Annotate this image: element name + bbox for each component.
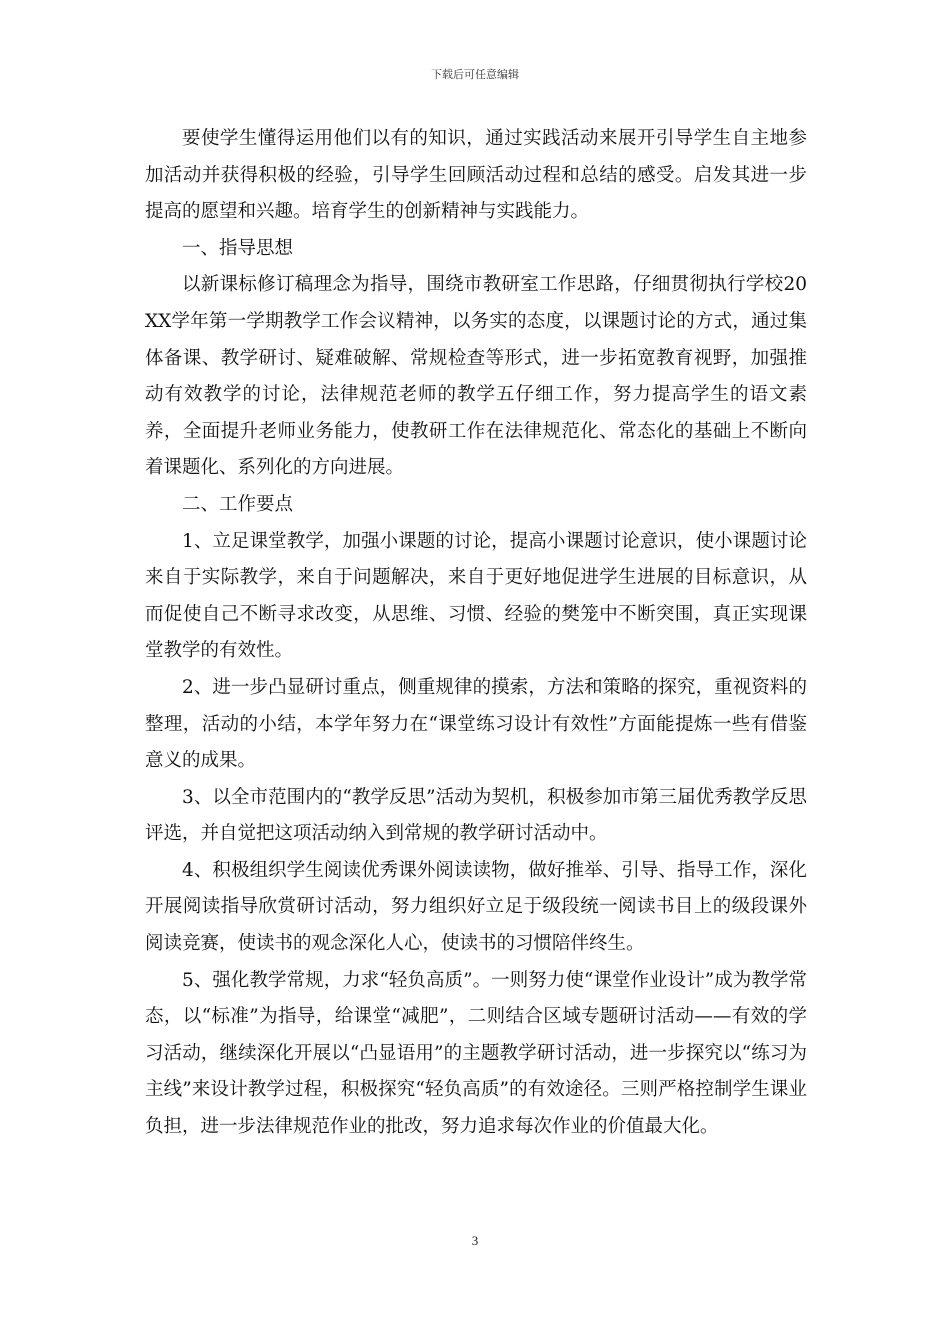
work-point-1: 1、立足课堂教学，加强小课题的讨论，提高小课题讨论意识，使小课题讨论来自于实际教学，来自于问题解决，来自于更好地促进学生进展的目标意识，从而促使自己不断寻求改变，从思维、习惯、经验的樊笼中不断突围，真正实现课堂教学的有效性。 — [145, 530, 807, 662]
section-heading-work-points: 二、工作要点 — [182, 493, 294, 515]
section-heading-guiding-ideology: 一、指导思想 — [182, 237, 294, 259]
work-point-5: 5、强化教学常规，力求“轻负高质”。一则努力使“课堂作业设计”成为教学常态，以“标准”为指导，给课堂“减肥”，二则结合区域专题研讨活动——有效的学习活动，继续深化开展以“凸显语用”的主题教学研讨活动，进一步探究以“练习为主线”来设计教学过程，积极探究“轻负高质”的有效途径。三则严格控制学生课业负担，进一步法律规范作业的批改，努力追求每次作业的价值最大化。 — [145, 969, 807, 1138]
page-number: 3 — [471, 1233, 479, 1248]
work-point-3: 3、以全市范围内的“教学反思”活动为契机，积极参加市第三届优秀教学反思评选，并自觉把这项活动纳入到常规的教学研讨活动中。 — [145, 786, 807, 845]
work-point-4: 4、积极组织学生阅读优秀课外阅读读物，做好推举、引导、指导工作，深化开展阅读指导欣赏研讨活动，努力组织好立足于级段统一阅读书目上的级段课外阅读竞赛，使读书的观念深化人心，使读书的习惯陪伴终生。 — [145, 859, 807, 955]
guiding-ideology-paragraph: 以新课标修订稿理念为指导，围绕市教研室工作思路，仔细贯彻执行学校20XX学年第一学期教学工作会议精神，以务实的态度，以课题讨论的方式，通过集体备课、教学研讨、疑难破解、常规检查等形式，进一步拓宽教育视野，加强推动有效教学的讨论，法律规范老师的教学五仔细工作，努力提高学生的语文素养，全面提升老师业务能力，使教研工作在法律规范化、常态化的基础上不断向着课题化、系列化的方向进展。 — [145, 274, 807, 479]
intro-paragraph: 要使学生懂得运用他们以有的知识，通过实践活动来展开引导学生自主地参加活动并获得积极的经验，引导学生回顾活动过程和总结的感受。启发其进一步提高的愿望和兴趣。培育学生的创新精神与实践能力。 — [145, 128, 807, 223]
document-body — [145, 121, 807, 1146]
work-point-2: 2、进一步凸显研讨重点，侧重规律的摸索，方法和策略的探究，重视资料的整理，活动的小结，本学年努力在“课堂练习设计有效性”方面能提炼一些有借鉴意义的成果。 — [145, 676, 807, 772]
page-header: 下载后可任意编辑 — [431, 68, 519, 81]
